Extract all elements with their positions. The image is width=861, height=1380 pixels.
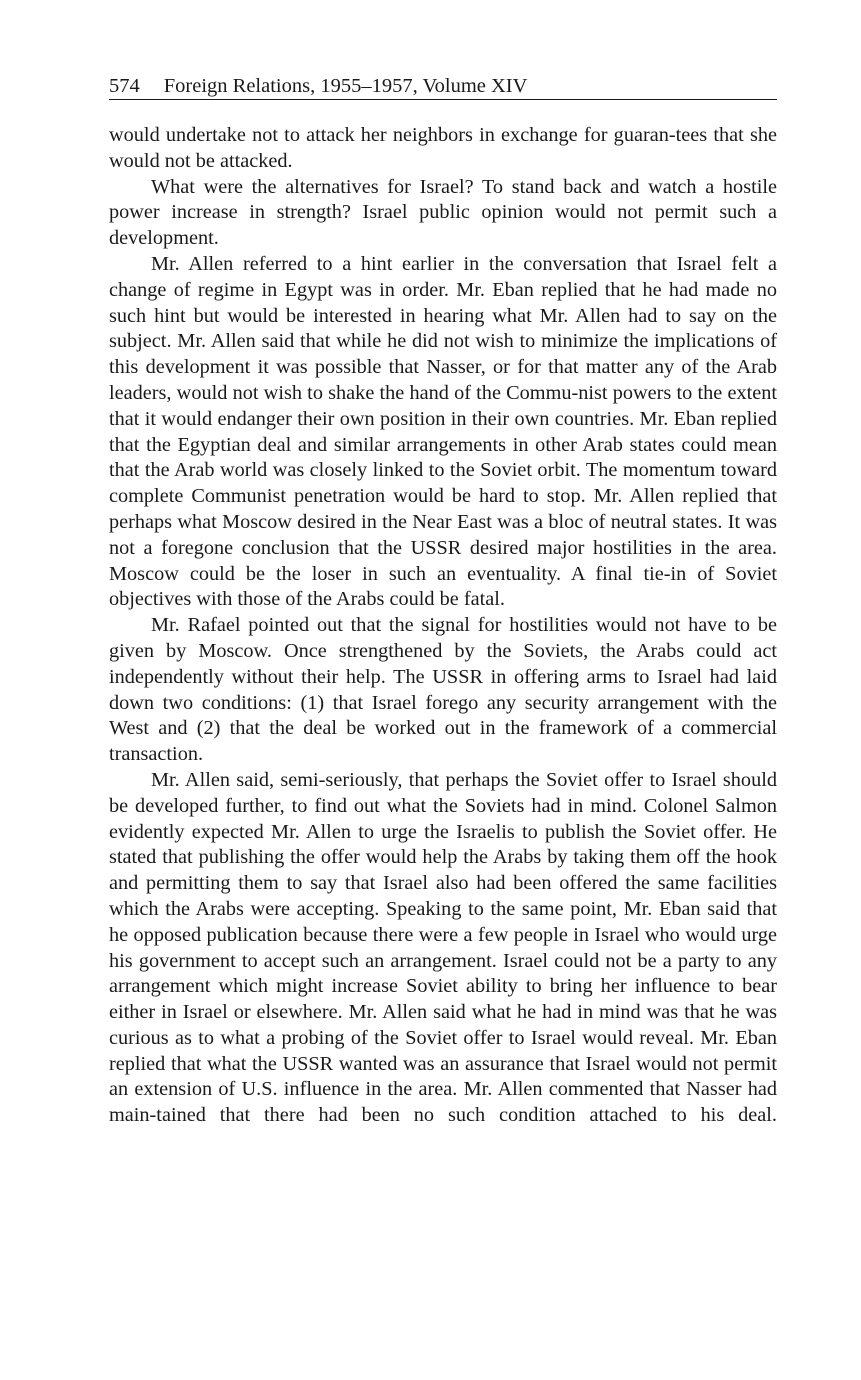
document-page xyxy=(109,74,777,1129)
paragraph-regime-change: Mr. Allen referred to a hint earlier in the conversation that Israel felt a change of regime in Egypt was in order. Mr. Eban replied that he had made no such hint but would be interested in hearing what Mr. Allen had to say on the subject. Mr. Allen said that while he did not wish to minimize the implications of this development it was possible that Nasser, or for that matter any of the Arab leaders, would not wish to shake the hand of the Commu-nist powers to the extent that it would endanger their own position in their own countries. Mr. Eban replied that the Egyptian deal and similar arrangements in other Arab states could mean that the Arab world was closely linked to the Soviet orbit. The momentum toward complete Communist penetration would be hard to stop. Mr. Allen replied that perhaps what Moscow desired in the Near East was a bloc of neutral states. It was not a foregone conclusion that the USSR desired major hostilities in the area. Moscow could be the loser in such an eventuality. A final tie-in of Soviet objectives with those of the Arabs could be fatal. xyxy=(109,252,777,611)
paragraph-rafael-conditions: Mr. Rafael pointed out that the signal for hostilities would not have to be given by Moscow. Once strengthened by the Soviets, the Arabs could act independently without their help. The USSR in offering arms to Israel had laid down two conditions: (1) that Israel forego any security arrangement with the West and (2) that the deal be worked out in the framework of a commercial transaction. xyxy=(109,614,777,766)
paragraph-alternatives: What were the alternatives for Israel? To stand back and watch a hostile power increase in strength? Israel public opinion would not permit such a development. xyxy=(109,175,777,250)
body-text xyxy=(109,123,777,1129)
page-number: 574 xyxy=(109,75,140,97)
running-header xyxy=(109,74,777,100)
running-title: Foreign Relations, 1955–1957, Volume XIV xyxy=(163,75,528,97)
paragraph-soviet-offer: Mr. Allen said, semi-seriously, that perhaps the Soviet offer to Israel should be developed further, to find out what the Soviets had in mind. Colonel Salmon evidently expected Mr. Allen to urge the Israelis to publish the Soviet offer. He stated that publishing the offer would help the Arabs by taking them off the hook and permitting them to say that Israel also had been offered the same facilities which the Arabs were accepting. Speaking to the same point, Mr. Eban said that he opposed publication because there were a few people in Israel who would urge his government to accept such an arrangement. Israel could not be a party to any arrangement which might increase Soviet ability to bring her influence to bear either in Israel or elsewhere. Mr. Allen said what he had in mind was that he was curious as to what a probing of the Soviet offer to Israel would reveal. Mr. Eban replied that what the USSR wanted was an assurance that Israel would not permit an extension of U.S. influence in the area. Mr. Allen commented that Nasser had main-tained that there had been no such condition attached to his deal. xyxy=(109,768,777,1127)
paragraph-continuation: would undertake not to attack her neighbors in exchange for guaran-tees that she would not be attacked. xyxy=(109,124,777,172)
